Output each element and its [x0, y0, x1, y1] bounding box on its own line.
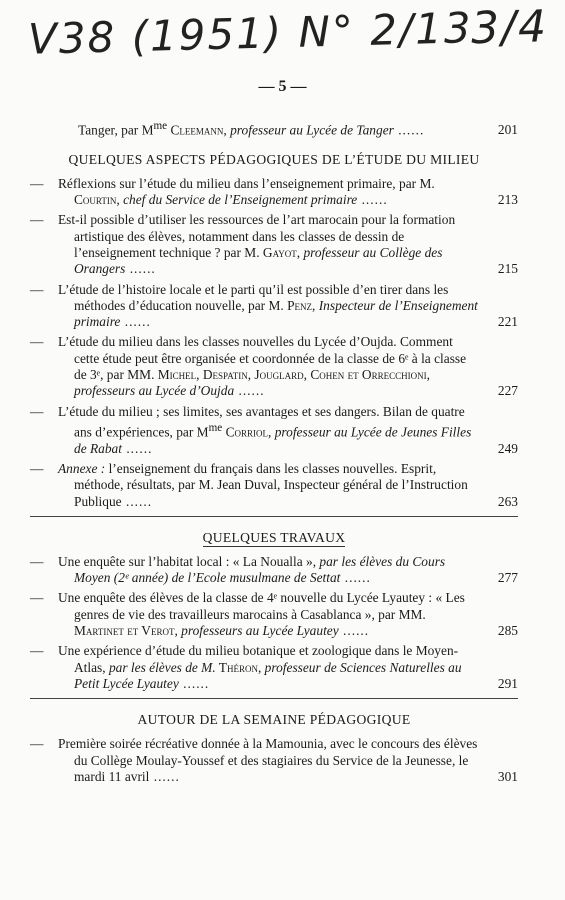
entry-author-2: Théron, — [215, 659, 262, 675]
entry-page: 301 — [497, 768, 518, 784]
entry-title: Une expérience d’étude du milieu botanique et zoologique dans le Moyen-Atlas, — [58, 643, 459, 675]
entry-author: Courtin, — [74, 192, 120, 208]
table-of-contents — [30, 118, 518, 789]
section-title: QUELQUES ASPECTS PÉDAGOGIQUES DE L’ÉTUDE DU MILIEU — [68, 151, 480, 167]
entry-text — [30, 590, 518, 639]
entry-role: professeur au Lycée de Tanger — [226, 122, 394, 138]
entry-role: professeur au Collège des Orangers — [74, 244, 443, 277]
entry-text — [30, 334, 518, 399]
entry-title: L’étude de l’histoire locale et le parti qu’il est possible d’en tirer dans les méthodes d’éducation nouvelle, par M. — [58, 281, 449, 313]
entry-sup: me — [208, 421, 223, 434]
entry-title: Une enquête sur l’habitat local : « La Noualla », — [58, 553, 317, 569]
entry-dash: — — [30, 281, 44, 297]
entry-sup: me — [153, 120, 168, 132]
leader-dots: ...... — [149, 768, 180, 784]
entry-text — [30, 461, 518, 510]
entry-text — [30, 736, 518, 785]
toc-entry — [30, 590, 518, 639]
entry-page: 221 — [497, 314, 518, 330]
entry-dash: — — [30, 736, 44, 752]
entry-text — [30, 404, 518, 457]
toc-entry — [30, 334, 518, 399]
entry-author: Corriol, — [222, 424, 272, 440]
leader-dots: ...... — [121, 440, 153, 456]
section-title: AUTOUR DE LA SEMAINE PÉDAGOGIQUE — [137, 712, 411, 728]
entry-text — [30, 212, 518, 277]
entry-page: 227 — [497, 383, 518, 399]
entry-title: Tanger, par M — [78, 122, 154, 138]
section-divider — [30, 516, 518, 517]
entry-title: Première soirée récréative donnée à la Mamounia, avec le concours des élèves du Collège Moulay-Youssef et des stagiaires du Service de la Jeunesse, le mardi 11 avril — [58, 736, 478, 784]
leader-dots: ...... — [393, 122, 425, 138]
entry-author: Cleemann, — [167, 122, 227, 138]
toc-entry — [30, 212, 518, 277]
entry-page: 291 — [497, 675, 518, 691]
toc-entry — [30, 118, 518, 139]
entry-role-2: professeur de Sciences Naturelles au Petit Lycée Lyautey — [74, 659, 462, 691]
leader-dots: ...... — [234, 383, 265, 399]
entry-text — [30, 282, 518, 331]
entry-page: 215 — [497, 261, 518, 277]
entry-role: par les élèves du Cours Moyen (2ᵉ année) de l’Ecole musulmane de Settat — [74, 553, 446, 586]
leader-dots: ...... — [357, 192, 388, 208]
entry-role: Annexe : — [58, 460, 106, 476]
entry-dash: — — [30, 334, 44, 350]
entry-dash: — — [30, 212, 44, 228]
toc-entry — [30, 643, 518, 692]
entry-dash: — — [30, 553, 44, 569]
toc-entry — [30, 554, 518, 587]
annotation-fraction: 3/4 — [470, 1, 549, 55]
entry-text — [30, 176, 518, 209]
section-divider — [30, 698, 518, 699]
entry-title: Est-il possible d’utiliser les ressources de l’art marocain pour la formation artistique des élèves, notamment dans les classes de dessin de l’enseignement technique ? par M. — [58, 212, 456, 260]
entry-tail: l’enseignement du français dans les classes nouvelles. Esprit, méthode, résultats, par M. Jean Duval, Inspecteur général de l’Instruction Publique — [74, 460, 468, 509]
section-title: QUELQUES TRAVAUX — [202, 529, 346, 545]
entry-dash: — — [30, 590, 44, 606]
toc-entry — [30, 176, 518, 209]
entry-title: Une enquête des élèves de la classe de 4ᵉ nouvelle du Lycée Lyautey : « Les genres de vie des travailleurs marocains à Casablanca », par MM. — [58, 590, 465, 622]
entry-text — [30, 554, 518, 587]
entry-page: 201 — [497, 122, 518, 138]
entry-author: Gayot, — [259, 244, 301, 260]
section-heading — [30, 711, 518, 728]
toc-entry — [30, 282, 518, 331]
toc-entry — [30, 404, 518, 457]
handwritten-annotation — [27, 1, 548, 64]
entry-role: professeurs au Lycée Lyautey — [177, 623, 339, 639]
entry-title: L’étude du milieu ; ses limites, ses avantages et ses dangers. Bilan de quatre ans d’expériences, par M — [58, 403, 465, 440]
entry-role: par les élèves de M. — [105, 659, 216, 675]
toc-entry — [30, 461, 518, 510]
entry-text — [30, 118, 518, 139]
entry-role: Inspecteur de l’Enseignement primaire — [74, 297, 478, 330]
entry-role: chef du Service de l’Enseignement primaire — [119, 192, 358, 208]
entry-dash: — — [30, 460, 44, 476]
entry-page: 263 — [497, 493, 518, 509]
entry-author: Michel, Despatin, Jouglard, Cohen et Orrecchioni, — [154, 367, 430, 383]
entry-author: Penz, — [283, 297, 316, 313]
entry-page: 285 — [497, 623, 518, 639]
entry-text — [30, 643, 518, 692]
toc-entry — [30, 736, 518, 785]
leader-dots: ...... — [338, 623, 370, 639]
entry-title: L’étude du milieu dans les classes nouvelles du Lycée d’Oujda. Comment cette étude peut être organisée et coordonnée de la classe de 6ᵉ à la classe de 3ᵉ, par MM. — [58, 334, 467, 383]
entry-dash: — — [30, 175, 44, 191]
page-number: — 5 — — [258, 78, 307, 95]
leader-dots: ...... — [120, 314, 151, 330]
leader-dots: ...... — [178, 675, 210, 691]
entry-role: professeur au Lycée de Jeunes Filles de Rabat — [74, 424, 472, 456]
entry-author: Martinet et Verot, — [74, 623, 178, 639]
leader-dots: ...... — [340, 570, 371, 586]
section-heading — [30, 529, 518, 546]
entry-title: Réflexions sur l’étude du milieu dans l’enseignement primaire, par M. — [58, 175, 435, 191]
entry-page: 249 — [497, 440, 518, 456]
entry-role: professeurs au Lycée d’Oujda — [74, 383, 235, 399]
leader-dots: ...... — [121, 493, 153, 509]
section-heading — [30, 151, 518, 168]
leader-dots: ...... — [125, 261, 156, 277]
entry-dash: — — [30, 643, 44, 659]
annotation-text: V38 (1951) N° 2/13 — [27, 3, 474, 64]
entry-page: 213 — [497, 192, 518, 208]
entry-page: 277 — [497, 570, 518, 586]
entry-dash: — — [30, 403, 44, 419]
